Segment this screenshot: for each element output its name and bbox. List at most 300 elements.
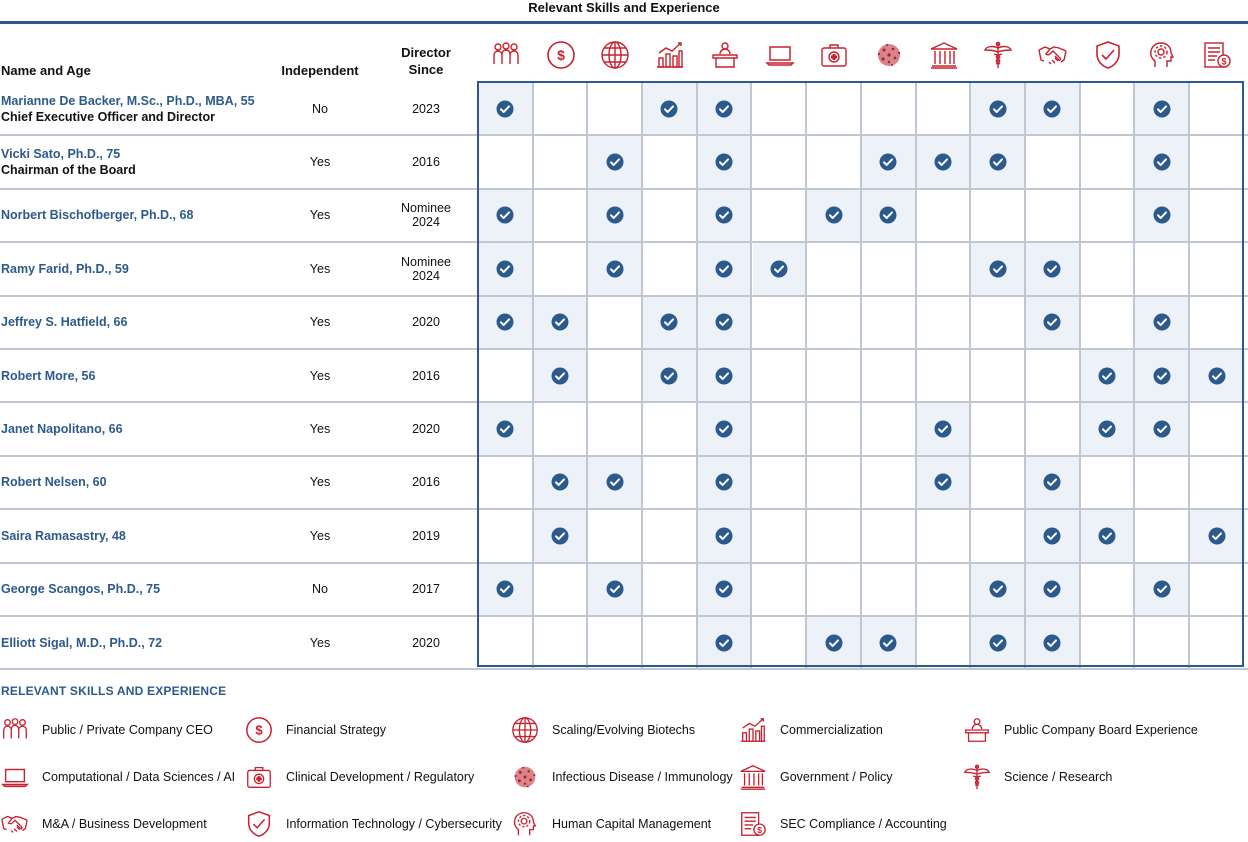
legend-label: Human Capital Management	[552, 817, 712, 831]
director-name: Ramy Farid, Ph.D., 59	[1, 261, 129, 276]
check-icon	[1153, 153, 1171, 171]
check-icon	[496, 100, 514, 118]
check-icon	[715, 100, 733, 118]
check-icon	[879, 206, 897, 224]
people-icon	[490, 39, 522, 71]
check-icon	[715, 367, 733, 385]
check-icon	[496, 313, 514, 331]
table-row	[0, 617, 1248, 670]
skill-cell-ledger	[1190, 243, 1245, 294]
director-since-value: 2016	[412, 475, 440, 490]
director-role: Chief Executive Officer and Director	[1, 109, 215, 124]
skill-cell-handshake	[1026, 297, 1081, 348]
header-name-and-age: Name and Age	[1, 63, 91, 78]
skill-cell-government	[917, 190, 972, 241]
skill-cell-shield	[1081, 510, 1136, 561]
table-row	[0, 190, 1248, 243]
check-icon	[715, 153, 733, 171]
legend-item	[962, 762, 1112, 792]
legend-title: RELEVANT SKILLS AND EXPERIENCE	[1, 684, 227, 698]
skill-cell-laptop	[753, 136, 808, 187]
skill-cell-medkit	[807, 350, 862, 401]
skill-cell-virus	[862, 403, 917, 454]
check-icon	[1208, 527, 1226, 545]
legend-label: Science / Research	[1004, 770, 1113, 784]
skill-cell-shield	[1081, 136, 1136, 187]
director-since-value: Nominee 2024	[400, 201, 452, 230]
skill-cell-medkit	[807, 136, 862, 187]
check-icon	[1153, 367, 1171, 385]
skill-cell-chart	[643, 136, 698, 187]
table-row	[0, 564, 1248, 617]
skill-cell-chart	[643, 617, 698, 668]
header-director-since	[386, 44, 466, 78]
legend-item	[0, 809, 207, 839]
check-icon	[989, 260, 1007, 278]
title-rule	[0, 21, 1248, 24]
skill-header-caduceus-icon	[971, 38, 1025, 72]
director-name-cell	[1, 421, 271, 437]
skill-cell-caduceus	[971, 297, 1026, 348]
legend-item	[510, 715, 695, 745]
director-name-cell	[1, 368, 271, 384]
gear-head-icon	[510, 809, 540, 839]
check-icon	[1043, 527, 1061, 545]
skill-cell-medkit	[807, 190, 862, 241]
check-icon	[715, 634, 733, 652]
skill-cell-chart	[643, 564, 698, 615]
skill-cell-globe	[588, 457, 643, 508]
skill-cell-dollar	[534, 83, 589, 134]
skill-cell-government	[917, 457, 972, 508]
check-icon	[660, 313, 678, 331]
svg-text:$: $	[556, 47, 565, 63]
check-icon	[825, 206, 843, 224]
legend-item	[510, 809, 711, 839]
check-icon	[715, 527, 733, 545]
skill-cell-podium	[698, 350, 753, 401]
check-icon	[1153, 420, 1171, 438]
legend-label: Public / Private Company CEO	[42, 723, 213, 737]
skill-cell-virus	[862, 617, 917, 668]
legend-label: Public Company Board Experience	[1004, 723, 1198, 737]
check-icon	[551, 367, 569, 385]
skill-cell-gear-head	[1135, 297, 1190, 348]
director-name-cell	[1, 528, 271, 544]
legend-label: Information Technology / Cybersecurity	[286, 817, 502, 831]
legend-item	[244, 762, 474, 792]
director-name-cell	[1, 93, 271, 125]
skill-cell-virus	[862, 297, 917, 348]
globe-icon	[510, 715, 540, 745]
skill-cell-chart	[643, 243, 698, 294]
director-since-value: 2020	[412, 422, 440, 437]
skill-cell-globe	[588, 297, 643, 348]
legend-item	[0, 762, 235, 792]
skill-cell-gear-head	[1135, 83, 1190, 134]
legend-label: Computational / Data Sciences / AI	[42, 770, 236, 784]
check-icon	[715, 580, 733, 598]
skill-cell-chart	[643, 297, 698, 348]
check-icon	[1098, 420, 1116, 438]
check-icon	[934, 153, 952, 171]
skill-cell-virus	[862, 564, 917, 615]
check-icon	[770, 260, 788, 278]
skill-header-virus-icon	[862, 38, 916, 72]
skill-header-government-icon	[917, 38, 971, 72]
check-icon	[606, 206, 624, 224]
skill-cell-globe	[588, 243, 643, 294]
skill-cell-gear-head	[1135, 136, 1190, 187]
skill-cell-medkit	[807, 83, 862, 134]
skill-cell-people	[479, 617, 534, 668]
skill-cell-shield	[1081, 564, 1136, 615]
table-row	[0, 297, 1248, 350]
director-name-cell	[1, 581, 271, 597]
director-since-value: 2019	[412, 528, 440, 543]
skill-cell-shield	[1081, 83, 1136, 134]
director-name-cell	[1, 314, 271, 330]
podium-icon	[709, 39, 741, 71]
check-icon	[1098, 367, 1116, 385]
dollar-icon	[545, 39, 577, 71]
director-since-value: 2020	[412, 315, 440, 330]
skill-cell-people	[479, 403, 534, 454]
skill-cell-shield	[1081, 190, 1136, 241]
skill-cell-globe	[588, 136, 643, 187]
skill-header-shield-icon	[1081, 38, 1135, 72]
check-icon	[989, 580, 1007, 598]
skill-cell-virus	[862, 243, 917, 294]
skill-cell-government	[917, 617, 972, 668]
shield-icon	[1092, 39, 1124, 71]
skill-cell-laptop	[753, 83, 808, 134]
skill-cell-globe	[588, 617, 643, 668]
check-icon	[1098, 527, 1116, 545]
director-name-cell	[1, 146, 271, 178]
svg-text:$: $	[757, 824, 762, 835]
skill-cell-handshake	[1026, 350, 1081, 401]
check-icon	[715, 313, 733, 331]
skill-header-chart-icon	[643, 38, 697, 72]
check-icon	[1208, 367, 1226, 385]
skill-cell-laptop	[753, 243, 808, 294]
skill-cell-podium	[698, 457, 753, 508]
check-icon	[1153, 580, 1171, 598]
skill-cell-podium	[698, 403, 753, 454]
legend-label: Government / Policy	[780, 770, 893, 784]
svg-text:$: $	[1221, 56, 1227, 67]
check-icon	[879, 153, 897, 171]
skill-cell-gear-head	[1135, 510, 1190, 561]
skill-cell-medkit	[807, 297, 862, 348]
table-row	[0, 457, 1248, 510]
check-icon	[660, 100, 678, 118]
check-icon	[1043, 260, 1061, 278]
director-role: Chairman of the Board	[1, 163, 136, 178]
check-icon	[1043, 473, 1061, 491]
skill-cell-handshake	[1026, 190, 1081, 241]
skill-cell-medkit	[807, 243, 862, 294]
independent-value: Yes	[309, 208, 331, 223]
table-row	[0, 136, 1248, 189]
skill-cell-shield	[1081, 243, 1136, 294]
skill-cell-podium	[698, 83, 753, 134]
skill-cell-government	[917, 243, 972, 294]
table-row	[0, 510, 1248, 563]
skill-cell-laptop	[753, 457, 808, 508]
legend-item	[244, 809, 502, 839]
check-icon	[1043, 100, 1061, 118]
skill-cell-ledger	[1190, 617, 1245, 668]
skill-cell-podium	[698, 190, 753, 241]
director-name: Robert More, 56	[1, 368, 96, 383]
director-since-value: Nominee 2024	[400, 254, 452, 283]
skill-cell-laptop	[753, 350, 808, 401]
skill-cell-globe	[588, 190, 643, 241]
skill-cell-people	[479, 510, 534, 561]
skill-cell-dollar	[534, 564, 589, 615]
legend-item	[0, 715, 213, 745]
skill-cell-dollar	[534, 350, 589, 401]
skill-cell-government	[917, 350, 972, 401]
legend-label: SEC Compliance / Accounting	[780, 817, 947, 831]
skill-cell-podium	[698, 617, 753, 668]
table-row	[0, 350, 1248, 403]
director-name-cell	[1, 207, 271, 223]
skill-cell-chart	[643, 510, 698, 561]
independent-value: No	[312, 101, 328, 116]
legend-label: Clinical Development / Regulatory	[286, 770, 475, 784]
skill-cell-dollar	[534, 243, 589, 294]
independent-value: No	[312, 582, 328, 597]
check-icon	[606, 260, 624, 278]
director-name: Marianne De Backer, M.Sc., Ph.D., MBA, 55	[1, 93, 255, 108]
skill-cell-people	[479, 350, 534, 401]
skill-cell-medkit	[807, 457, 862, 508]
check-icon	[934, 420, 952, 438]
skill-cell-gear-head	[1135, 190, 1190, 241]
skill-cell-dollar	[534, 510, 589, 561]
skill-cell-government	[917, 403, 972, 454]
skill-cell-handshake	[1026, 403, 1081, 454]
handshake-icon	[1037, 39, 1069, 71]
director-name-cell	[1, 261, 271, 277]
skill-header-globe-icon	[588, 38, 642, 72]
skill-cell-people	[479, 297, 534, 348]
director-since-value: 2016	[412, 368, 440, 383]
skill-header-people-icon	[479, 38, 533, 72]
medkit-icon	[818, 39, 850, 71]
legend-label: Scaling/Evolving Biotechs	[552, 723, 696, 737]
check-icon	[715, 420, 733, 438]
skill-cell-virus	[862, 136, 917, 187]
skill-cell-caduceus	[971, 136, 1026, 187]
skill-cell-podium	[698, 510, 753, 561]
people-icon	[0, 715, 30, 745]
skill-cell-medkit	[807, 510, 862, 561]
skill-cell-handshake	[1026, 457, 1081, 508]
skill-cell-dollar	[534, 297, 589, 348]
caduceus-icon	[982, 39, 1014, 71]
ledger-icon	[738, 809, 768, 839]
skill-cell-caduceus	[971, 403, 1026, 454]
skill-cell-people	[479, 243, 534, 294]
skill-cell-virus	[862, 83, 917, 134]
skill-cell-handshake	[1026, 136, 1081, 187]
skill-cell-caduceus	[971, 190, 1026, 241]
skill-cell-caduceus	[971, 243, 1026, 294]
skill-header-handshake-icon	[1026, 38, 1080, 72]
check-icon	[989, 153, 1007, 171]
check-icon	[496, 420, 514, 438]
table-row	[0, 403, 1248, 456]
government-icon	[928, 39, 960, 71]
skill-cell-caduceus	[971, 564, 1026, 615]
skill-cell-ledger	[1190, 350, 1245, 401]
skill-cell-ledger	[1190, 457, 1245, 508]
skill-cell-handshake	[1026, 510, 1081, 561]
skill-header-medkit-icon	[807, 38, 861, 72]
check-icon	[551, 313, 569, 331]
medkit-icon	[244, 762, 274, 792]
skill-cell-caduceus	[971, 83, 1026, 134]
skill-cell-shield	[1081, 350, 1136, 401]
legend-label: Infectious Disease / Immunology	[552, 770, 733, 784]
skill-cell-globe	[588, 83, 643, 134]
skill-cell-dollar	[534, 403, 589, 454]
skill-cell-dollar	[534, 457, 589, 508]
skill-cell-laptop	[753, 510, 808, 561]
director-name: George Scangos, Ph.D., 75	[1, 582, 161, 597]
skill-cell-shield	[1081, 457, 1136, 508]
check-icon	[715, 473, 733, 491]
skill-cell-handshake	[1026, 617, 1081, 668]
skill-cell-medkit	[807, 564, 862, 615]
director-name: Robert Nelsen, 60	[1, 475, 107, 490]
skill-cell-globe	[588, 350, 643, 401]
independent-value: Yes	[309, 635, 331, 650]
virus-icon	[510, 762, 540, 792]
independent-value: Yes	[309, 155, 331, 170]
independent-value: Yes	[309, 315, 331, 330]
skill-cell-medkit	[807, 617, 862, 668]
skill-cell-shield	[1081, 297, 1136, 348]
chart-icon	[654, 39, 686, 71]
check-icon	[715, 260, 733, 278]
director-name: Janet Napolitano, 66	[1, 422, 123, 437]
skill-cell-dollar	[534, 617, 589, 668]
check-icon	[660, 367, 678, 385]
check-icon	[1043, 313, 1061, 331]
director-since-value: 2020	[412, 635, 440, 650]
header-director-line2: Since	[408, 62, 444, 77]
skill-cell-ledger	[1190, 564, 1245, 615]
check-icon	[606, 153, 624, 171]
skill-cell-shield	[1081, 403, 1136, 454]
caduceus-icon	[962, 762, 992, 792]
skill-cell-people	[479, 457, 534, 508]
skill-cell-gear-head	[1135, 403, 1190, 454]
skill-cell-virus	[862, 190, 917, 241]
director-since-value: 2023	[412, 101, 440, 116]
shield-icon	[244, 809, 274, 839]
director-name: Norbert Bischofberger, Ph.D., 68	[1, 208, 194, 223]
skill-cell-government	[917, 297, 972, 348]
check-icon	[989, 100, 1007, 118]
skill-cell-ledger	[1190, 297, 1245, 348]
skill-cell-chart	[643, 403, 698, 454]
skill-cell-globe	[588, 564, 643, 615]
chart-icon	[738, 715, 768, 745]
director-since-value: 2017	[412, 582, 440, 597]
handshake-icon	[0, 809, 30, 839]
skill-cell-government	[917, 136, 972, 187]
independent-value: Yes	[309, 261, 331, 276]
skill-cell-ledger	[1190, 136, 1245, 187]
skill-header-gear-head-icon	[1135, 38, 1189, 72]
check-icon	[496, 260, 514, 278]
legend-item	[738, 809, 947, 839]
check-icon	[606, 580, 624, 598]
skill-cell-government	[917, 564, 972, 615]
skill-cell-handshake	[1026, 564, 1081, 615]
skill-cell-podium	[698, 136, 753, 187]
skill-cell-podium	[698, 297, 753, 348]
skill-cell-laptop	[753, 564, 808, 615]
skill-cell-ledger	[1190, 403, 1245, 454]
director-name-cell	[1, 635, 271, 651]
director-name: Saira Ramasastry, 48	[1, 528, 126, 543]
director-name: Jeffrey S. Hatfield, 66	[1, 315, 128, 330]
skill-cell-chart	[643, 83, 698, 134]
skill-cell-people	[479, 564, 534, 615]
check-icon	[989, 634, 1007, 652]
legend-item	[962, 715, 1198, 745]
director-name: Vicki Sato, Ph.D., 75	[1, 147, 121, 162]
skill-cell-ledger	[1190, 83, 1245, 134]
skill-cell-virus	[862, 350, 917, 401]
dollar-icon	[244, 715, 274, 745]
director-name-cell	[1, 474, 271, 490]
director-since-value: 2016	[412, 155, 440, 170]
table-row	[0, 243, 1248, 296]
skill-cell-globe	[588, 403, 643, 454]
government-icon	[738, 762, 768, 792]
laptop-icon	[764, 39, 796, 71]
header-independent: Independent	[281, 63, 359, 78]
header-director-line1: Director	[401, 45, 451, 60]
virus-icon	[873, 39, 905, 71]
skill-cell-laptop	[753, 617, 808, 668]
skill-cell-medkit	[807, 403, 862, 454]
check-icon	[934, 473, 952, 491]
skill-cell-gear-head	[1135, 350, 1190, 401]
skill-cell-caduceus	[971, 617, 1026, 668]
svg-text:$: $	[255, 722, 263, 738]
skill-cell-people	[479, 83, 534, 134]
skill-cell-podium	[698, 243, 753, 294]
check-icon	[496, 206, 514, 224]
skill-cell-dollar	[534, 136, 589, 187]
skill-cell-handshake	[1026, 83, 1081, 134]
legend-item	[738, 762, 893, 792]
skill-header-ledger-icon	[1190, 38, 1244, 72]
skill-header-podium-icon	[698, 38, 752, 72]
laptop-icon	[0, 762, 30, 792]
independent-value: Yes	[309, 528, 331, 543]
skill-cell-caduceus	[971, 457, 1026, 508]
